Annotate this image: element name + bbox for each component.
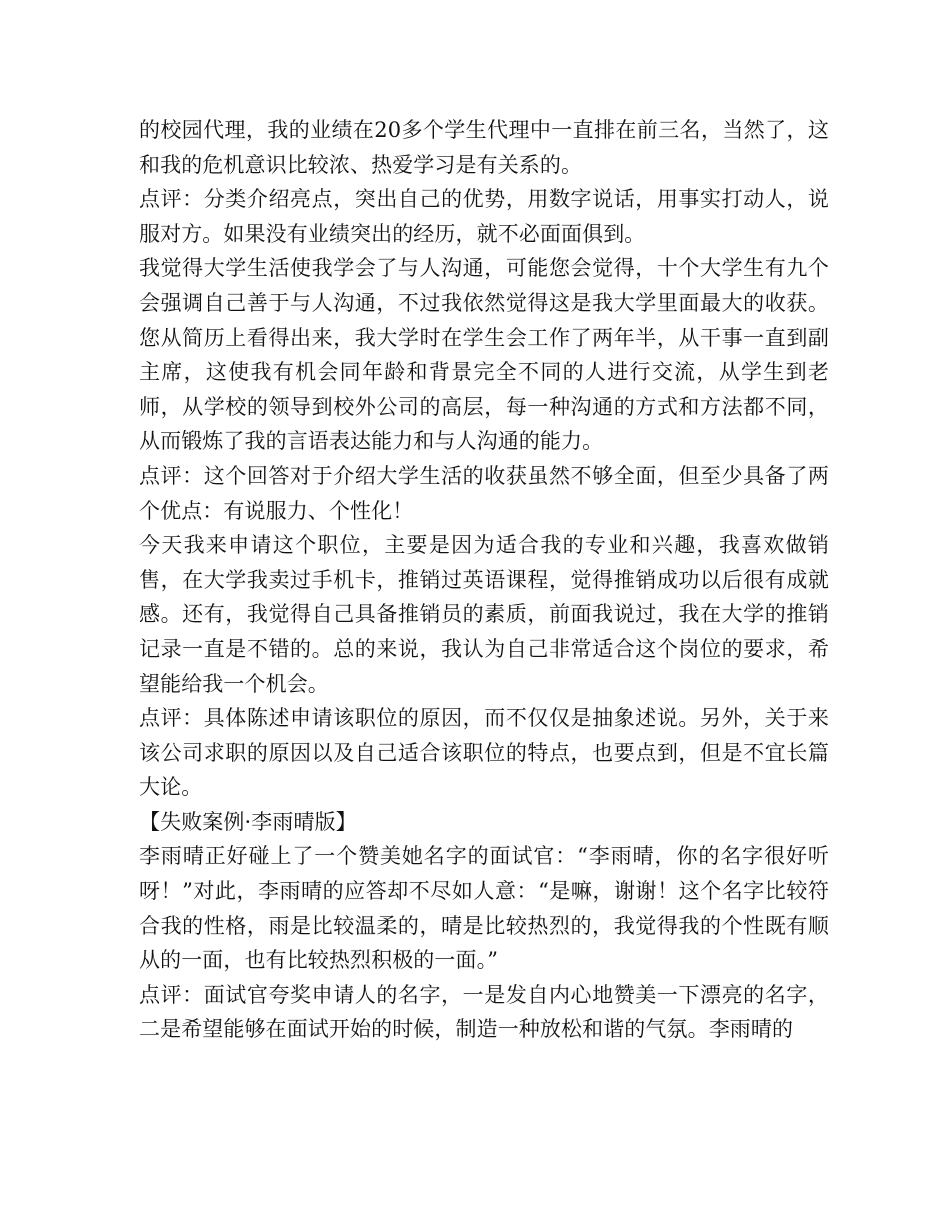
- paragraph-communication-skills: 我觉得大学生活使我学会了与人沟通，可能您会觉得，十个大学生有九个会强调自己善于与人沟通，不过我依然觉得这是我大学里面最大的收获。您从简历上看得出来，我大学时在学生会工作了两年半，从干事一直到副主席，这使我有机会同年龄和背景完全不同的人进行交流，从学生到老师，从学校的领导到校外公司的高层，每一种沟通的方式和方法都不同，从而锻炼了我的言语表达能力和与人沟通的能力。: [139, 256, 829, 454]
- paragraph-li-yuqing-story: 李雨晴正好碰上了一个赞美她名字的面试官：“李雨晴，你的名字很好听呀！”对此，李雨晴的应答却不尽如人意：“是嘛，谢谢！这个名字比较符合我的性格，雨是比较温柔的，晴是比较热烈的，我觉得我的个性既有顺从的一面，也有比较热烈积极的一面。”: [139, 844, 829, 973]
- paragraph-comment-name-praise: 点评：面试官夸奖申请人的名字，一是发自内心地赞美一下漂亮的名字，二是希望能够在面试开始的时候，制造一种放松和谐的气氛。李雨晴的: [139, 982, 829, 1042]
- paragraph-comment-highlights: 点评：分类介绍亮点，突出自己的优势，用数字说话，用事实打动人，说服对方。如果没有业绩突出的经历，就不必面面俱到。: [139, 187, 829, 246]
- section-heading-failure-case: 【失败案例·李雨晴版】: [139, 809, 357, 834]
- document-body: [139, 113, 829, 1047]
- paragraph-comment-persuasive: 点评：这个回答对于介绍大学生活的收获虽然不够全面，但至少具备了两个优点：有说服力、个性化！: [139, 463, 829, 523]
- paragraph-campus-agent-continued: 的校园代理，我的业绩在20多个学生代理中一直排在前三名，当然了，这和我的危机意识比较浓、热爱学习是有关系的。: [139, 118, 829, 177]
- paragraph-comment-reasons: 点评：具体陈述申请该职位的原因，而不仅仅是抽象述说。另外，关于来该公司求职的原因以及自己适合该职位的特点，也要点到，但是不宜长篇大论。: [139, 706, 829, 800]
- paragraph-reason-for-applying: 今天我来申请这个职位，主要是因为适合我的专业和兴趣，我喜欢做销售，在大学我卖过手机卡，推销过英语课程，觉得推销成功以后很有成就感。还有，我觉得自己具备推销员的素质，前面我说过，我在大学的推销记录一直是不错的。总的来说，我认为自己非常适合这个岗位的要求，希望能给我一个机会。: [139, 533, 829, 696]
